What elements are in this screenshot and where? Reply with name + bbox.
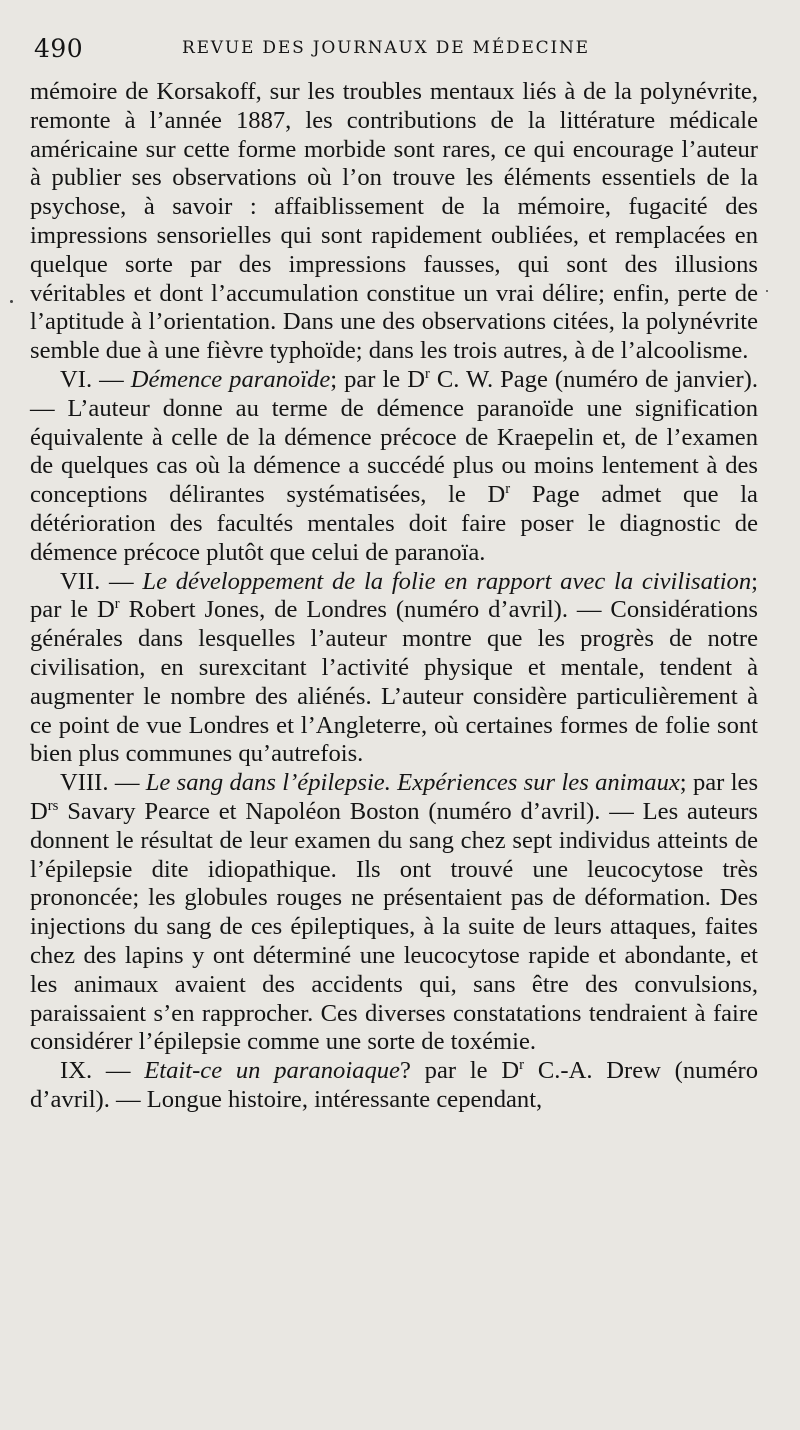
- entry-superscript: rs: [47, 798, 59, 815]
- entry-superscript: r: [424, 366, 430, 383]
- entry-title: Démence paranoïde: [130, 365, 331, 393]
- entry-title: Le sang dans l’épilepsie. Expériences sur les animaux: [145, 769, 680, 797]
- entry-author-prefix: ; par le D: [330, 365, 425, 393]
- entry-text: Savary Pearce et Napoléon Boston (numéro d’avril). — Les auteurs donnent le résultat de leur examen du sang chez sept individus atteints de l’épilepsie dite idiopathique. Ils ont trouvé une leucocytose très prononcée; les globules rouges ne présentaient pas de déformation. Des injections du sang de ces épileptiques, à la suite de leurs attaques, faites chez des lapins y ont déterminé une leucocytose rapide et abondante, et les animaux avaient des accidents qui, sans être des convulsions, paraissaient s’en rapprocher. Ces diverses constatations tendraient à faire considérer l’épilepsie comme une sorte de toxémie.: [30, 797, 758, 1056]
- entry-paragraph: VI. — Démence paranoïde; par le $D^r$ C. W. Page (numéro de janvier). — L’auteur donne au terme de démence paranoïde une signification équivalente à celle de la démence précoce de Kraepelin et, de l’examen de quelques cas où la démence a succédé plus ou moins lentement à des conceptions délirantes systématisées, le $D^r$ Page admet que la détérioration des facultés mentales doit faire poser le diagnostic de démence précoce plutôt que celui de paranoïa.: [30, 365, 759, 566]
- entry-numeral: VIII.: [60, 769, 109, 797]
- entry-paragraph: VIII. — Le sang dans l’épilepsie. Expériences sur les animaux; par les $D^{rs}$ Savary Pearce et Napoléon Boston (numéro d’avril). — Les auteurs donnent le résultat de leur examen du sang chez sept individus atteints de l’épilepsie dite idiopathique. Ils ont trouvé une leucocytose très prononcée; les globules rouges ne présentaient pas de déformation. Des injections du sang de ces épileptiques, à la suite de leurs attaques, faites chez des lapins y ont déterminé une leucocytose rapide et abondante, et les animaux avaient des accidents qui, sans être des convulsions, paraissaient s’en rapprocher. Ces diverses constatations tendraient à faire considérer l’épilepsie comme une sorte de toxémie.: [30, 769, 759, 1056]
- article-body: [30, 78, 758, 1115]
- entry-paragraph: VII. — Le développement de la folie en rapport avec la civilisation; par le $D^r$ Robert Jones, de Londres (numéro d’avril). — Considérations générales dans lesquelles l’auteur montre que les progrès de notre civilisation, en surexcitant l’activité physique et mentale, tendent à augmenter le nombre des aliénés. L’auteur considère particulièrement à ce point de vue Londres et l’Angleterre, où certaines formes de folie sont bien plus communes qu’autrefois.: [30, 567, 758, 768]
- entry-text: C. W. Page (numéro de janvier). — L’auteur donne au terme de démence paranoïde une signification équivalente à celle de la démence précoce de Kraepelin et, de l’examen de quelques cas où la démence a succédé plus ou moins lentement à des conceptions délirantes systématisées, le D: [30, 365, 759, 509]
- entry-text: Robert Jones, de Londres (numéro d’avril). — Considérations générales dans lesquelles l’auteur montre que les progrès de notre civilisation, en surexcitant l’activité physique et mentale, tendent à augmenter le nombre des aliénés. L’auteur considère particulièrement à ce point de vue Londres et l’Angleterre, où certaines formes de folie sont bien plus communes qu’autrefois.: [30, 596, 758, 768]
- entry-numeral: IX.: [60, 1057, 93, 1085]
- entry-numeral: VII.: [60, 567, 101, 595]
- entry-title: Etait-ce un paranoiaque: [144, 1057, 400, 1085]
- entry-text: Page admet que la détérioration des facultés mentales doit faire poser le diagnostic de démence précoce plutôt que celui de paranoïa.: [30, 481, 758, 566]
- page-header: [34, 34, 764, 74]
- running-title: REVUE DES JOURNAUX DE MÉDECINE: [182, 38, 590, 58]
- entry-paragraph: IX. — Etait-ce un paranoiaque? par le $D^r$ C.-A. Drew (numéro d’avril). — Longue histoire, intéressante cependant,: [30, 1057, 758, 1113]
- scan-speck: [10, 300, 13, 303]
- entry-superscript: r: [114, 596, 120, 613]
- entry-numeral: VI.: [60, 365, 93, 393]
- scan-speck: [766, 290, 768, 292]
- entry-author-prefix: ? par le D: [399, 1057, 520, 1085]
- page-number: 490: [34, 34, 84, 63]
- continued-paragraph: mémoire de Korsakoff, sur les troubles mentaux liés à de la polynévrite, remonte à l’année 1887, les contributions de la littérature médicale américaine sur cette forme morbide sont rares, ce qui encourage l’auteur à publier ses observations où l’on trouve les éléments essentiels de la psychose, à savoir : affaiblissement de la mémoire, fugacité des impressions sensorielles qui sont rapidement oubliées, et remplacées en quelque sorte par des impressions fausses, qui sont des illusions véritables et dont l’accumulation constitue un vrai délire; enfin, perte de l’aptitude à l’orientation. Dans une des observations citées, la polynévrite semble due à une fièvre typhoïde; dans les trois autres, à de l’alcoolisme.: [30, 78, 758, 365]
- entry-text: C.-A. Drew (numéro d’avril). — Longue histoire, intéressante cependant,: [30, 1057, 758, 1113]
- entry-author-prefix: ; par le D: [30, 567, 758, 624]
- entry-author-prefix: ; par les D: [30, 769, 759, 825]
- entry-superscript: r: [519, 1057, 525, 1074]
- entry-superscript: r: [505, 481, 511, 498]
- entry-title: Le développement de la folie en rapport avec la civilisation: [142, 567, 752, 595]
